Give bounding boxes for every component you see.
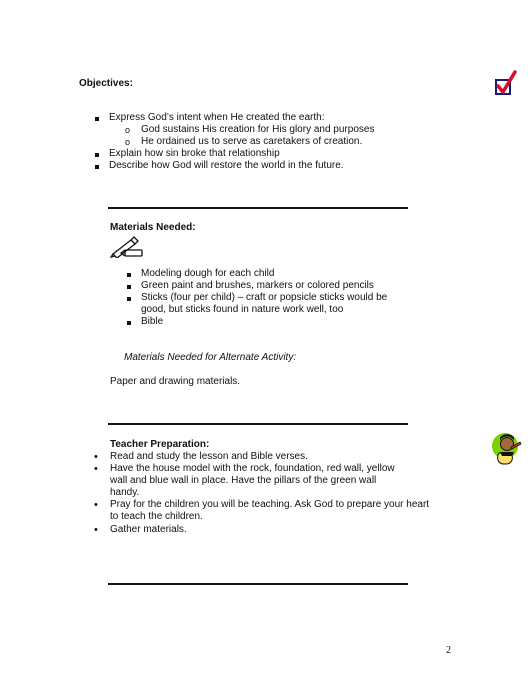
teacher-figure-icon: [490, 430, 524, 466]
materials-item: Bible: [141, 316, 164, 327]
bullet: •: [94, 463, 98, 475]
teacher-prep-item-continuation: wall and blue wall in place. Have the pillars of the green wall: [110, 475, 377, 486]
bullet: [95, 165, 99, 169]
bullet: [95, 153, 99, 157]
objective-subitem: God sustains His creation for His glory and purposes: [141, 124, 375, 135]
teacher-prep-item: Pray for the children you will be teaching. Ask God to prepare your heart: [110, 499, 430, 510]
sub-bullet: o: [125, 137, 131, 147]
bullet: [127, 273, 131, 277]
teacher-prep-item: Read and study the lesson and Bible verses.: [110, 451, 308, 462]
objective-item: Explain how sin broke that relationship: [109, 148, 280, 159]
materials-item: Green paint and brushes, markers or colored pencils: [141, 280, 374, 291]
materials-item: Modeling dough for each child: [141, 268, 275, 279]
materials-heading: Materials Needed:: [110, 222, 196, 233]
bullet: [127, 297, 131, 301]
teacher-prep-item-continuation: handy.: [110, 487, 140, 498]
teacher-prep-item: Have the house model with the rock, foundation, red wall, yellow: [110, 463, 395, 474]
alternate-heading: Materials Needed for Alternate Activity:: [124, 352, 297, 363]
bullet: [127, 285, 131, 289]
bullet: •: [94, 524, 98, 536]
materials-item: Sticks (four per child) – craft or popsicle sticks would be: [141, 292, 388, 303]
divider: [108, 423, 408, 425]
teacher-prep-item-continuation: to teach the children.: [110, 511, 203, 522]
objective-subitem: He ordained us to serve as caretakers of creation.: [141, 136, 363, 147]
teacher-prep-heading: Teacher Preparation:: [110, 439, 210, 450]
bullet: •: [94, 451, 98, 463]
page-number: 2: [446, 645, 451, 656]
objectives-heading: Objectives:: [79, 78, 133, 89]
materials-item-continuation: good, but sticks found in nature work well, too: [141, 304, 344, 315]
checkbox-icon: [494, 70, 518, 96]
divider: [108, 583, 408, 585]
bullet: •: [94, 499, 98, 511]
sub-bullet: o: [125, 125, 131, 135]
objective-item: Express God’s intent when He created the earth:: [109, 112, 325, 123]
objective-item: Describe how God will restore the world in the future.: [109, 160, 344, 171]
teacher-prep-item: Gather materials.: [110, 524, 187, 535]
alternate-text: Paper and drawing materials.: [110, 376, 241, 387]
bullet: [127, 321, 131, 325]
divider: [108, 207, 408, 209]
crayon-pencil-icon: [110, 236, 144, 258]
bullet: [95, 117, 99, 121]
